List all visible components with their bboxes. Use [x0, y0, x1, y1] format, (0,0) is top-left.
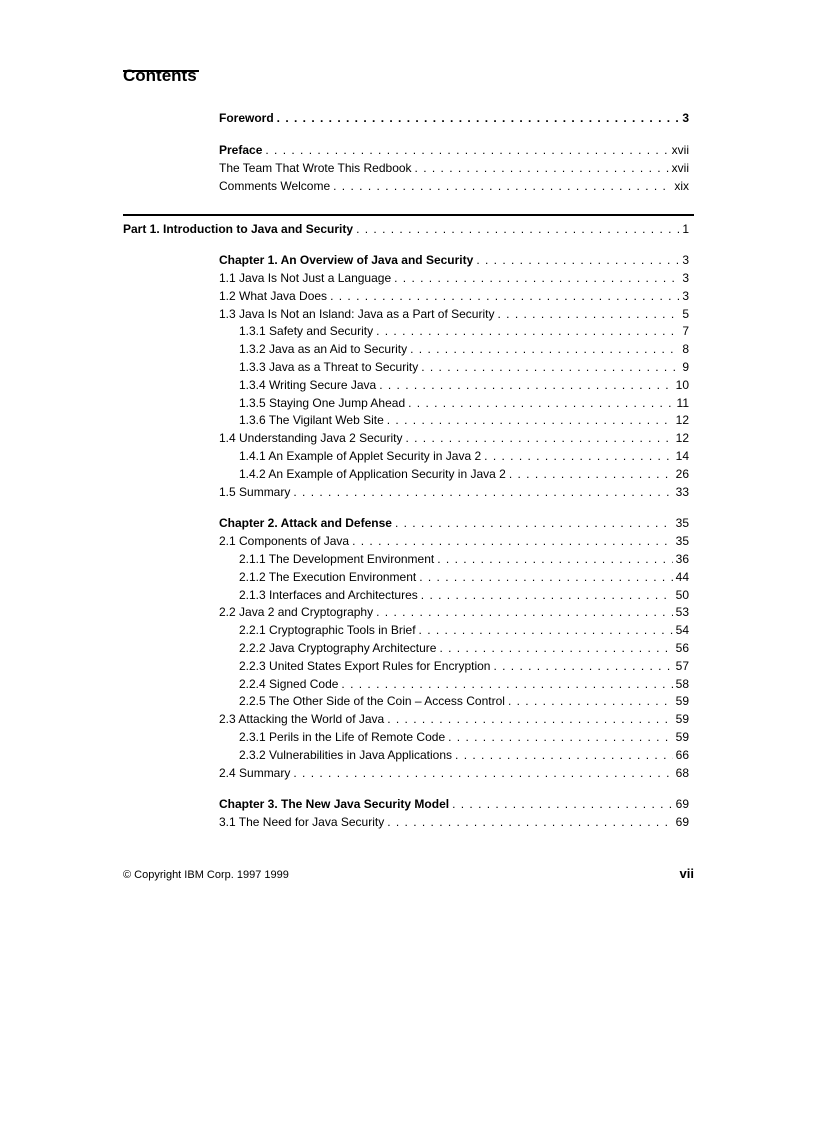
- toc-entry[interactable]: [239, 341, 689, 358]
- toc-page: 59: [675, 694, 689, 708]
- toc-entry[interactable]: [219, 533, 689, 550]
- toc-label: 2.2.1 Cryptographic Tools in Brief: [239, 623, 416, 637]
- toc-page: 68: [675, 766, 689, 780]
- toc-entry[interactable]: [239, 377, 689, 394]
- toc-page: 3: [682, 271, 689, 285]
- toc-label: 2.1.1 The Development Environment: [239, 552, 435, 566]
- toc-page: 3: [682, 111, 689, 125]
- toc-page: 59: [675, 730, 689, 744]
- toc-label: 2.2.4 Signed Code: [239, 677, 339, 691]
- toc-entry[interactable]: [239, 676, 689, 693]
- toc-label: 2.4 Summary: [219, 766, 291, 780]
- toc-label: 2.2 Java 2 and Cryptography: [219, 605, 374, 619]
- toc-entry[interactable]: [239, 587, 689, 604]
- toc-label: 2.3.1 Perils in the Life of Remote Code: [239, 730, 446, 744]
- toc-entry-chapter-2[interactable]: [219, 515, 689, 532]
- toc-label: 1.1 Java Is Not Just a Language: [219, 271, 392, 285]
- toc-page: 66: [675, 748, 689, 762]
- toc-page: 10: [675, 378, 689, 392]
- toc-entry[interactable]: [219, 160, 689, 177]
- toc-entry[interactable]: [239, 448, 689, 465]
- page-number: vii: [679, 866, 694, 881]
- toc-entry[interactable]: [219, 270, 689, 287]
- toc-label: 3.1 The Need for Java Security: [219, 815, 385, 829]
- toc-page: xvii: [671, 161, 689, 175]
- toc-entry-preface[interactable]: [219, 142, 689, 159]
- toc-page: 9: [682, 360, 689, 374]
- toc-label: 1.3.3 Java as a Threat to Security: [239, 360, 419, 374]
- toc-label: 1.4.2 An Example of Application Security in Java 2: [239, 467, 506, 481]
- toc-label: 1.3 Java Is Not an Island: Java as a Part of Security: [219, 307, 495, 321]
- toc-page: 50: [675, 588, 689, 602]
- toc-label: The Team That Wrote This Redbook: [219, 161, 412, 175]
- toc-page: 36: [675, 552, 689, 566]
- toc-entry[interactable]: [219, 765, 689, 782]
- toc-entry-chapter-3[interactable]: [219, 796, 689, 813]
- toc-entry[interactable]: [219, 430, 689, 447]
- toc-label: 1.3.5 Staying One Jump Ahead: [239, 396, 406, 410]
- toc-entry[interactable]: [239, 622, 689, 639]
- toc-label: 1.3.2 Java as an Aid to Security: [239, 342, 408, 356]
- toc-label: 2.1 Components of Java: [219, 534, 350, 548]
- toc-page: 54: [675, 623, 689, 637]
- toc-label: 2.2.2 Java Cryptography Architecture: [239, 641, 437, 655]
- toc-page: 1: [682, 222, 689, 236]
- toc-entry[interactable]: [219, 484, 689, 501]
- toc-label: 1.3.1 Safety and Security: [239, 324, 374, 338]
- copyright-notice: © Copyright IBM Corp. 1997 1999: [123, 869, 289, 881]
- toc-label: Chapter 1. An Overview of Java and Security: [219, 253, 474, 267]
- toc-entry-part-1[interactable]: [123, 221, 689, 238]
- toc-entry[interactable]: [219, 604, 689, 621]
- toc-page: 35: [675, 516, 689, 530]
- toc-entry[interactable]: [239, 658, 689, 675]
- toc-entry[interactable]: [219, 306, 689, 323]
- toc-label: 1.3.4 Writing Secure Java: [239, 378, 377, 392]
- toc-label: 2.3 Attacking the World of Java: [219, 712, 385, 726]
- toc-label: Part 1. Introduction to Java and Security: [123, 222, 354, 236]
- toc-page: 57: [675, 659, 689, 673]
- toc-page: 44: [675, 570, 689, 584]
- toc-label: Comments Welcome: [219, 179, 331, 193]
- toc-page: 56: [675, 641, 689, 655]
- toc-page: 59: [675, 712, 689, 726]
- toc-entry[interactable]: [239, 323, 689, 340]
- toc-entry[interactable]: [239, 729, 689, 746]
- toc-entry[interactable]: [239, 412, 689, 429]
- toc-page: 12: [675, 431, 689, 445]
- toc-entry-chapter-1[interactable]: [219, 252, 689, 269]
- toc-page: 3: [682, 289, 689, 303]
- toc-page: 33: [675, 485, 689, 499]
- toc-label: Chapter 3. The New Java Security Model: [219, 797, 450, 811]
- toc-entry[interactable]: [239, 747, 689, 764]
- toc-page: 53: [675, 605, 689, 619]
- toc-entry[interactable]: [239, 640, 689, 657]
- toc-page: 8: [682, 342, 689, 356]
- toc-page: xvii: [671, 143, 689, 157]
- part-divider: [123, 214, 694, 216]
- toc-label: 2.2.5 The Other Side of the Coin – Access Control: [239, 694, 505, 708]
- toc-label: Preface: [219, 143, 263, 157]
- toc-page: 35: [675, 534, 689, 548]
- toc-entry[interactable]: [239, 359, 689, 376]
- toc-entry[interactable]: [219, 711, 689, 728]
- toc-entry[interactable]: [219, 814, 689, 831]
- toc-entry[interactable]: [239, 466, 689, 483]
- toc-page: 69: [675, 797, 689, 811]
- toc-entry[interactable]: [219, 178, 689, 195]
- toc-entry[interactable]: [219, 288, 689, 305]
- toc-page: 14: [675, 449, 689, 463]
- toc-entry[interactable]: [239, 551, 689, 568]
- toc-page: 5: [682, 307, 689, 321]
- toc-page: xix: [674, 179, 689, 193]
- toc-label: 1.2 What Java Does: [219, 289, 328, 303]
- toc-page: 69: [675, 815, 689, 829]
- toc-page: 12: [675, 413, 689, 427]
- toc-label: 1.5 Summary: [219, 485, 291, 499]
- page-title: Contents: [123, 66, 197, 85]
- toc-label: Foreword: [219, 111, 274, 125]
- toc-page: 11: [676, 396, 689, 410]
- toc-page: 58: [675, 677, 689, 691]
- toc-entry[interactable]: [239, 693, 689, 710]
- toc-label: 2.1.2 The Execution Environment: [239, 570, 417, 584]
- toc-entry[interactable]: [239, 569, 689, 586]
- toc-entry-foreword[interactable]: [219, 110, 689, 127]
- toc-label: 2.3.2 Vulnerabilities in Java Applications: [239, 748, 453, 762]
- toc-page: 7: [682, 324, 689, 338]
- toc-label: 2.1.3 Interfaces and Architectures: [239, 588, 418, 602]
- toc-label: 2.2.3 United States Export Rules for Encryption: [239, 659, 491, 673]
- toc-entry[interactable]: [239, 395, 689, 412]
- toc-label: 1.4 Understanding Java 2 Security: [219, 431, 403, 445]
- toc-page: 3: [682, 253, 689, 267]
- toc-label: Chapter 2. Attack and Defense: [219, 516, 392, 530]
- toc-page: 26: [675, 467, 689, 481]
- toc-label: 1.4.1 An Example of Applet Security in Java 2: [239, 449, 482, 463]
- toc-label: 1.3.6 The Vigilant Web Site: [239, 413, 384, 427]
